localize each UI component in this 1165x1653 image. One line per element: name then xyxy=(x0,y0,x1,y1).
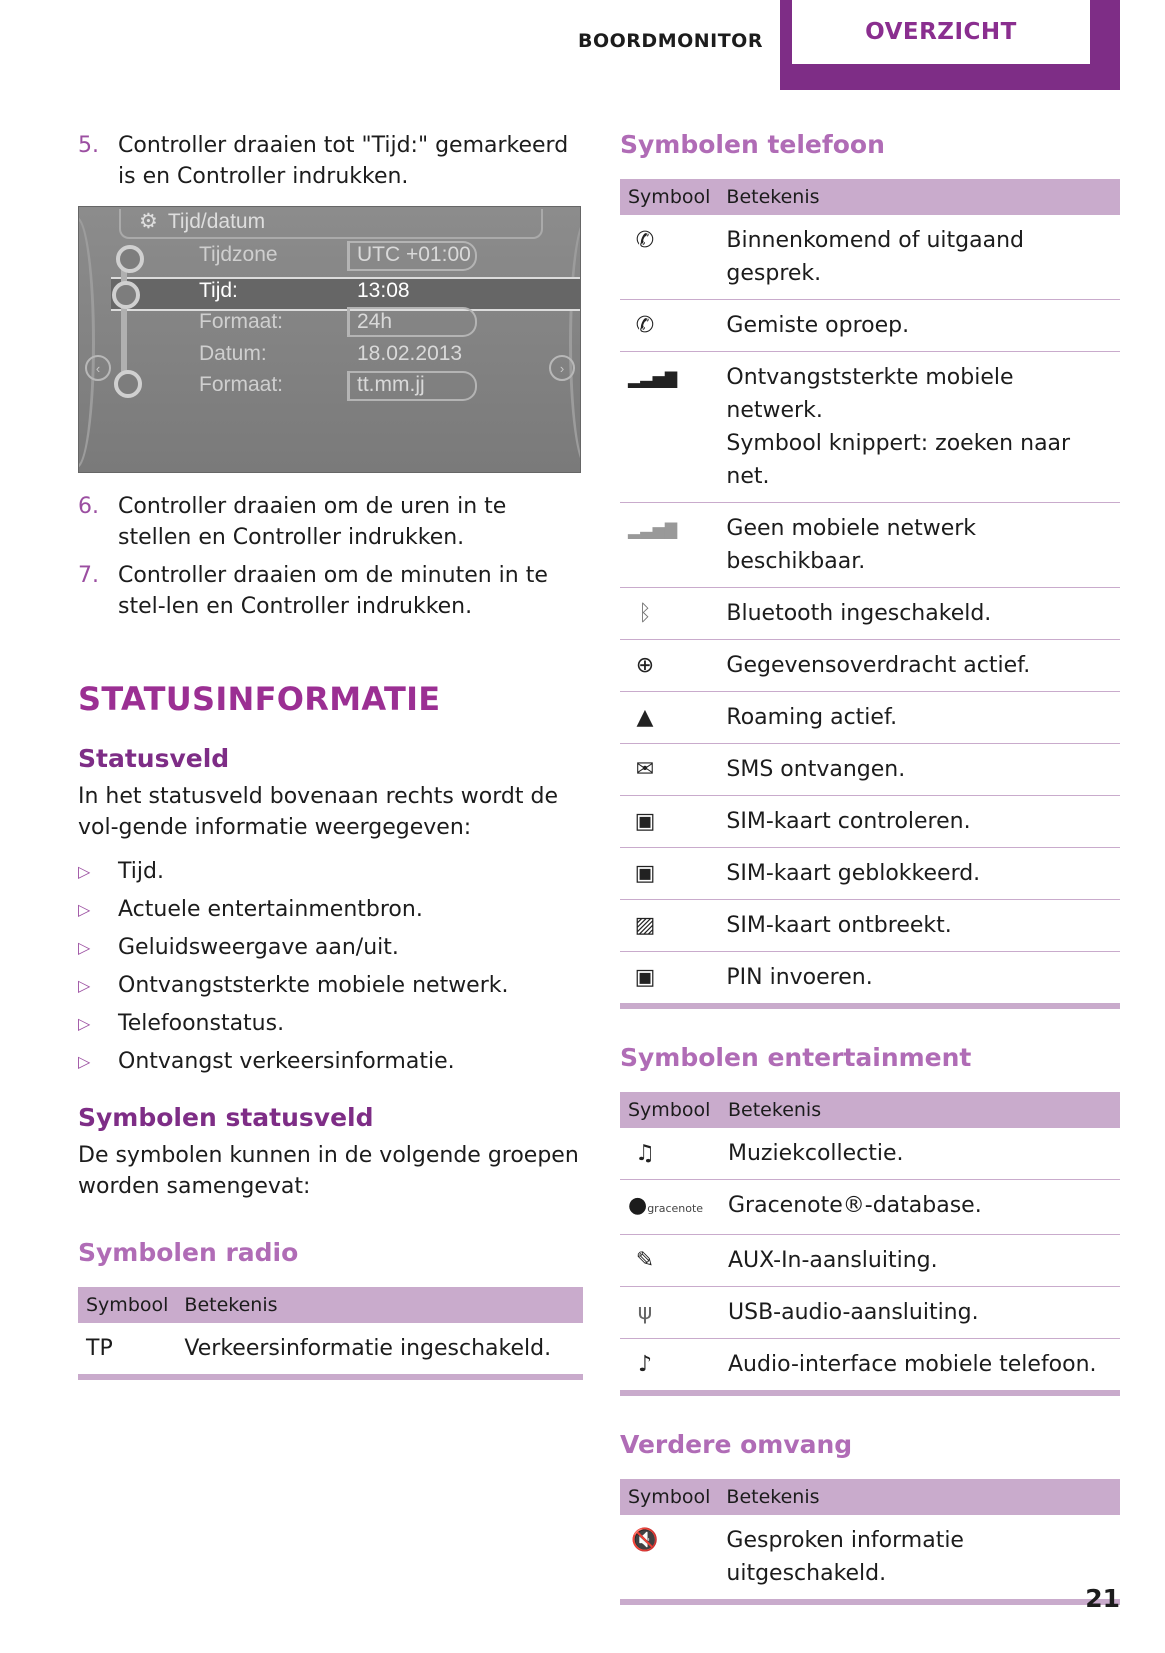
meaning-cell: Gesproken informatie uitgeschakeld. xyxy=(726,1528,964,1586)
list-item xyxy=(78,1043,583,1081)
list-item xyxy=(78,967,583,1005)
column-header-meaning: Betekenis xyxy=(176,1287,583,1323)
statusveld-text: In het statusveld bovenaan rechts wordt de vol-gende informatie weergegeven: xyxy=(78,784,558,840)
signal-strength-icon: ▂▃▅▇ xyxy=(628,369,678,388)
table-row xyxy=(620,1128,1120,1180)
chevron-left-icon: ‹ xyxy=(85,355,111,381)
triangle-bullet-icon: ▷ xyxy=(78,862,91,881)
table-row xyxy=(620,848,1120,900)
meaning-cell: Geen mobiele netwerk beschikbaar. xyxy=(718,503,1120,588)
rail-knob-selected xyxy=(112,281,140,309)
table-header xyxy=(620,1479,1120,1515)
symbol-cell xyxy=(620,300,718,352)
symbol-cell xyxy=(620,1287,720,1339)
table-row xyxy=(620,588,1120,640)
step-6 xyxy=(78,491,583,553)
table-row xyxy=(620,900,1120,952)
data-transfer-icon: ⊕ xyxy=(635,653,655,678)
step-5 xyxy=(78,130,583,192)
triangle-bullet-icon: ▷ xyxy=(78,938,91,957)
symbol-cell xyxy=(620,692,718,744)
column-header-meaning: Betekenis xyxy=(720,1092,1120,1128)
meaning-cell: Gegevensoverdracht actief. xyxy=(718,640,1120,692)
screen-right-arc xyxy=(569,217,581,468)
rail-knob-top xyxy=(116,245,144,273)
meaning-cell: Binnenkomend of uitgaand gesprek. xyxy=(718,215,1120,300)
table-row xyxy=(620,1235,1120,1287)
symbolen-statusveld-text: De symbolen kunnen in de volgende groepen worden samengevat: xyxy=(78,1143,579,1199)
music-collection-icon: ♫ xyxy=(635,1141,655,1166)
meaning-line: Symbool knippert: zoeken naar net. xyxy=(726,431,1071,489)
roaming-icon: ▲ xyxy=(636,705,654,730)
column-header-symbol: Symbool xyxy=(78,1287,176,1323)
triangle-bullet-icon: ▷ xyxy=(78,1014,91,1033)
screen-title-text: Tijd/datum xyxy=(167,209,266,233)
setting-label: Tijdzone xyxy=(199,243,278,266)
meaning-cell: Verkeersinformatie ingeschakeld. xyxy=(184,1336,552,1361)
symbol-cell xyxy=(620,640,718,692)
list-item-text: Telefoonstatus. xyxy=(118,1011,285,1036)
right-column xyxy=(620,130,1120,1639)
setting-label: Tijd: xyxy=(199,279,238,302)
omvang-table-title: Verdere omvang xyxy=(620,1430,853,1459)
step-text: Controller draaien om de uren in te stellen en Controller indrukken. xyxy=(118,494,507,550)
table-row xyxy=(620,1515,1120,1602)
setting-value: 24h xyxy=(357,310,393,333)
list-item-text: Ontvangststerkte mobiele netwerk. xyxy=(118,973,509,998)
symbol-cell xyxy=(620,848,718,900)
meaning-cell: AUX-In-aansluiting. xyxy=(720,1235,1120,1287)
list-item-text: Ontvangst verkeersinformatie. xyxy=(118,1049,455,1074)
table-row xyxy=(620,692,1120,744)
list-item xyxy=(78,929,583,967)
statusveld-heading: Statusveld xyxy=(78,744,230,773)
no-network-icon: ▂▃▅▇ xyxy=(628,520,678,539)
meaning-cell xyxy=(718,352,1120,503)
setting-value: 18.02.2013 xyxy=(357,342,463,365)
table-row xyxy=(620,1287,1120,1339)
telefoon-table-title: Symbolen telefoon xyxy=(620,130,885,159)
meaning-cell: Bluetooth ingeschakeld. xyxy=(718,588,1120,640)
sim-missing-icon: ▨ xyxy=(634,913,656,938)
table-header xyxy=(620,1092,1120,1128)
time-date-screenshot xyxy=(78,206,581,473)
voice-info-off-icon: 🔇 xyxy=(631,1528,659,1553)
column-header-symbol: Symbool xyxy=(620,1479,718,1515)
sim-locked-icon: ▣ xyxy=(634,861,656,886)
table-row xyxy=(620,744,1120,796)
table-row xyxy=(620,1180,1120,1235)
column-header-meaning: Betekenis xyxy=(718,1479,1120,1515)
selected-row-highlight xyxy=(111,277,581,311)
meaning-cell: SIM-kaart geblokkeerd. xyxy=(718,848,1120,900)
meaning-cell: Muziekcollectie. xyxy=(720,1128,1120,1180)
symbol-cell xyxy=(620,744,718,796)
section-heading: STATUSINFORMATIE xyxy=(78,680,441,718)
table-header xyxy=(620,179,1120,215)
symbol-cell xyxy=(620,1180,720,1235)
table-row xyxy=(620,503,1120,588)
symbol-cell xyxy=(620,1235,720,1287)
entertainment-symbol-table xyxy=(620,1092,1120,1396)
symbol-cell xyxy=(620,1128,720,1180)
list-item-text: Geluidsweergave aan/uit. xyxy=(118,935,399,960)
symbol-cell xyxy=(620,352,718,503)
meaning-cell: SIM-kaart ontbreekt. xyxy=(718,900,1120,952)
usb-icon: ψ xyxy=(637,1300,653,1325)
column-header-meaning: Betekenis xyxy=(718,179,1120,215)
screen-title xyxy=(139,209,265,234)
list-item xyxy=(78,853,583,891)
chevron-right-icon: › xyxy=(549,355,575,381)
symbol-cell xyxy=(620,215,718,300)
setting-value: 13:08 xyxy=(357,279,410,302)
table-row xyxy=(78,1323,583,1377)
step-7 xyxy=(78,560,583,622)
symbol-cell xyxy=(620,796,718,848)
gear-icon: ⚙ xyxy=(139,210,158,233)
symbol-cell xyxy=(620,952,718,1007)
setting-value: tt.mm.jj xyxy=(357,373,425,396)
step-text: Controller draaien om de minuten in te stel-len en Controller indrukken. xyxy=(118,563,548,619)
table-header xyxy=(78,1287,583,1323)
step-number: 5. xyxy=(78,133,99,158)
step-text: Controller draaien tot "Tijd:" gemarkeerd is en Controller indrukken. xyxy=(118,133,569,189)
sim-check-icon: ▣ xyxy=(634,809,656,834)
chapter-tab xyxy=(780,0,1120,90)
symbol-cell xyxy=(620,588,718,640)
left-column xyxy=(78,130,583,1414)
list-item-text: Actuele entertainmentbron. xyxy=(118,897,423,922)
meaning-cell: SMS ontvangen. xyxy=(718,744,1120,796)
phone-handset-icon: ✆ xyxy=(635,228,655,253)
meaning-cell: USB-audio-aansluiting. xyxy=(720,1287,1120,1339)
symbol-cell xyxy=(620,503,718,588)
status-bullet-list xyxy=(78,853,583,1081)
table-row xyxy=(620,640,1120,692)
list-item xyxy=(78,1005,583,1043)
radio-table-title: Symbolen radio xyxy=(78,1238,299,1267)
column-header-symbol: Symbool xyxy=(620,1092,720,1128)
symbolen-statusveld-heading: Symbolen statusveld xyxy=(78,1103,374,1132)
screen-left-arc xyxy=(78,217,95,468)
meaning-cell: Gracenote®-database. xyxy=(720,1180,1120,1235)
extra-symbol-table xyxy=(620,1479,1120,1605)
aux-in-icon: ✎ xyxy=(635,1248,655,1273)
section-label: BOORDMONITOR xyxy=(578,30,763,52)
phone-audio-icon: ♪ xyxy=(637,1352,653,1377)
symbol-cell xyxy=(620,1515,718,1602)
triangle-bullet-icon: ▷ xyxy=(78,1052,91,1071)
rail-knob-bottom xyxy=(114,370,142,398)
missed-call-icon: ✆ xyxy=(635,313,655,338)
setting-label: Formaat: xyxy=(199,373,284,396)
table-row xyxy=(620,300,1120,352)
column-header-symbol: Symbool xyxy=(620,179,718,215)
page-number: 21 xyxy=(1085,1584,1120,1613)
gracenote-logo-icon: ●gracenote xyxy=(628,1193,704,1218)
list-item xyxy=(78,891,583,929)
step-number: 7. xyxy=(78,563,99,588)
setting-label: Datum: xyxy=(199,342,267,365)
symbol-cell xyxy=(620,900,718,952)
sms-icon: ✉ xyxy=(635,757,655,782)
radio-symbol-table xyxy=(78,1287,583,1380)
meaning-line: Ontvangststerkte mobiele netwerk. xyxy=(726,365,1014,423)
phone-symbol-table xyxy=(620,179,1120,1009)
symbol-cell xyxy=(620,1339,720,1394)
table-row xyxy=(620,215,1120,300)
chapter-tab-label: OVERZICHT xyxy=(792,0,1090,64)
pin-entry-icon: ▣ xyxy=(634,965,656,990)
step-number: 6. xyxy=(78,494,99,519)
triangle-bullet-icon: ▷ xyxy=(78,900,91,919)
meaning-cell: Roaming actief. xyxy=(718,692,1120,744)
table-row xyxy=(620,352,1120,503)
list-item-text: Tijd. xyxy=(118,859,164,884)
meaning-cell: SIM-kaart controleren. xyxy=(718,796,1120,848)
table-row xyxy=(620,796,1120,848)
meaning-cell: PIN invoeren. xyxy=(726,965,873,990)
symbol-cell: TP xyxy=(86,1336,113,1361)
meaning-cell: Audio-interface mobiele telefoon. xyxy=(728,1352,1097,1377)
table-row xyxy=(620,952,1120,1007)
setting-value: UTC +01:00 xyxy=(357,243,471,266)
bluetooth-icon: ᛒ xyxy=(638,601,652,626)
table-row xyxy=(620,1339,1120,1394)
meaning-cell: Gemiste oproep. xyxy=(718,300,1120,352)
entertainment-table-title: Symbolen entertainment xyxy=(620,1043,972,1072)
triangle-bullet-icon: ▷ xyxy=(78,976,91,995)
setting-label: Formaat: xyxy=(199,310,284,333)
